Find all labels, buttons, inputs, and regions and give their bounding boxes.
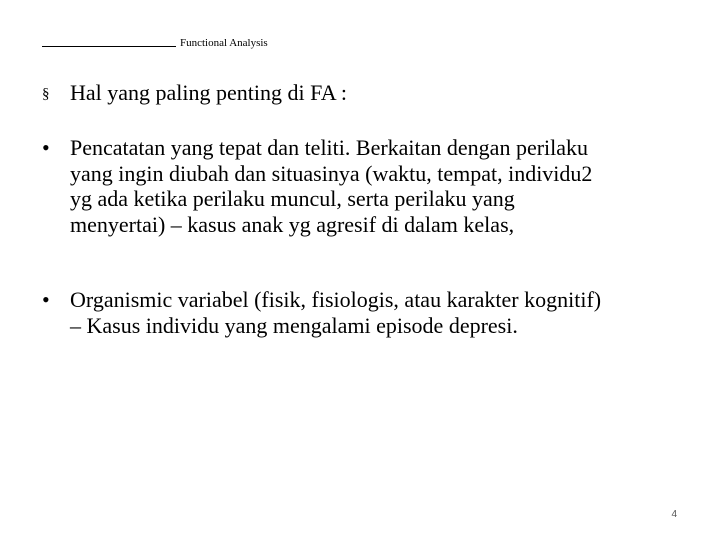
bullet-line: – Kasus individu yang mengalami episode depresi. <box>70 312 518 338</box>
bullet-dot-icon: • <box>42 135 50 160</box>
bullet-text <box>70 287 692 338</box>
bullet-line: yang ingin diubah dan situasinya (waktu, tempat, individu2 <box>70 160 593 186</box>
bullet-line: Organismic variabel (fisik, fisiologis, atau karakter kognitif) <box>70 287 602 312</box>
bullet-line: menyertai) – kasus anak yg agresif di dalam kelas, <box>70 211 515 237</box>
lead-point-text: Hal yang paling penting di FA : <box>70 80 348 105</box>
lead-point <box>42 80 347 107</box>
section-marker-icon: § <box>42 86 50 102</box>
header-rule <box>42 46 176 47</box>
bullet-item-1 <box>42 135 692 237</box>
page-number: 4 <box>671 509 677 520</box>
header-title: Functional Analysis <box>180 37 268 49</box>
bullet-dot-icon: • <box>42 287 50 312</box>
slide-header <box>42 33 268 49</box>
bullet-text <box>70 135 692 237</box>
bullet-item-2 <box>42 287 692 338</box>
bullet-line: Pencatatan yang tepat dan teliti. Berkaitan dengan perilaku <box>70 135 589 160</box>
bullet-line: yg ada ketika perilaku muncul, serta perilaku yang <box>70 186 515 211</box>
